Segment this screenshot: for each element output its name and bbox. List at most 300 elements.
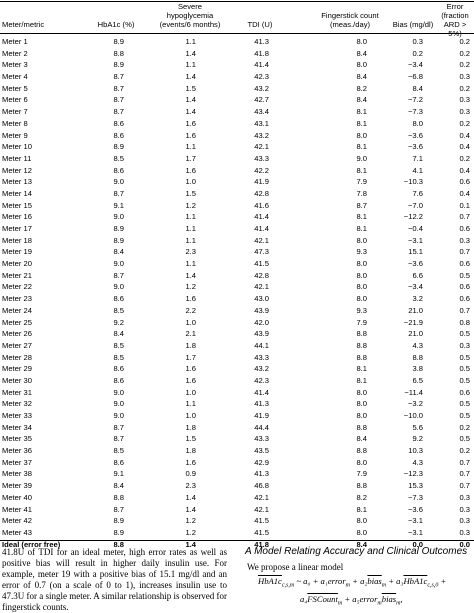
table-row <box>0 433 474 445</box>
cell-meter: Meter 20 <box>2 259 32 269</box>
eq-fscount: FSCount <box>307 594 338 604</box>
cell-meter: Meter 39 <box>2 481 32 491</box>
cell-hba1c: 9.0 <box>113 411 124 420</box>
cell-tdi: 43.2 <box>254 83 269 93</box>
cell-meter: Ideal (error free) <box>2 539 61 549</box>
cell-bias: 4.3 <box>412 457 423 467</box>
cell-fsc: 8.1 <box>356 375 367 385</box>
cell-meter: Meter 40 <box>2 492 32 502</box>
cell-hba1c: 8.7 <box>113 72 124 82</box>
cell-tdi: 43.3 <box>254 352 269 362</box>
cell-meter: Meter 38 <box>2 469 32 479</box>
cell-bias: 21.0 <box>408 305 423 315</box>
cell-bias: −7.2 <box>408 95 423 105</box>
cell-tdi: 43.5 <box>254 446 269 456</box>
cell-meter: Meter 37 <box>2 457 32 467</box>
cell-meter: Meter 6 <box>2 95 28 105</box>
cell-tdi: 42.0 <box>254 317 269 327</box>
header-bias: Bias (mg/dl) <box>392 20 434 29</box>
cell-bias: 7.1 <box>412 153 423 163</box>
cell-meter: Meter 36 <box>2 446 32 456</box>
header-err-line3: ARD > 5%) <box>443 20 467 38</box>
cell-bias: −7.3 <box>408 492 423 502</box>
cell-hypo: 1.1 <box>185 224 196 233</box>
cell-error: 0.5 <box>459 364 470 374</box>
cell-tdi: 42.1 <box>254 142 269 152</box>
cell-fsc: 8.1 <box>356 224 367 233</box>
cell-fsc: 8.8 <box>356 422 367 432</box>
cell-hba1c: 8.9 <box>113 516 124 526</box>
cell-hba1c: 9.0 <box>113 212 124 222</box>
cell-hba1c: 8.5 <box>113 153 124 163</box>
cell-error: 0.6 <box>459 294 470 304</box>
cell-bias: −3.6 <box>408 142 423 152</box>
cell-error: 0.8 <box>459 317 470 327</box>
cell-hba1c: 8.6 <box>113 457 124 467</box>
cell-meter: Meter 11 <box>2 153 32 163</box>
cell-tdi: 41.5 <box>254 259 269 269</box>
cell-hba1c: 8.7 <box>113 422 124 432</box>
cell-error: 0.4 <box>459 188 470 198</box>
cell-error: 0.4 <box>459 165 470 175</box>
equation-line-2: a₄FSCount$_m$ + a₅error$_m$bias$_m$, <box>300 594 403 607</box>
cell-bias: 8.8 <box>412 352 423 362</box>
cell-fsc: 8.0 <box>356 60 367 70</box>
cell-error: 0.2 <box>459 83 470 93</box>
cell-bias: 0.3 <box>412 37 423 46</box>
table-row <box>0 504 474 516</box>
cell-hba1c: 8.7 <box>113 504 124 514</box>
header-tdi: TDI (U) <box>247 20 273 29</box>
cell-fsc: 7.9 <box>356 469 367 479</box>
cell-tdi: 42.1 <box>254 235 269 245</box>
cell-meter: Meter 19 <box>2 247 32 257</box>
cell-fsc: 8.1 <box>356 364 367 374</box>
table-top-rule <box>0 1 474 2</box>
table-row <box>0 258 474 270</box>
cell-hypo: 1.2 <box>185 200 196 210</box>
cell-hba1c: 8.9 <box>113 527 124 537</box>
cell-meter: Meter 28 <box>2 352 32 362</box>
cell-fsc: 8.0 <box>356 411 367 420</box>
cell-error: 0.6 <box>459 259 470 269</box>
cell-bias: −6.8 <box>408 72 423 82</box>
cell-error: 0.3 <box>459 516 470 526</box>
cell-fsc: 8.0 <box>356 37 367 46</box>
cell-tdi: 42.1 <box>254 492 269 502</box>
eq-bias: bias <box>367 576 382 586</box>
cell-hypo: 1.0 <box>185 177 196 187</box>
cell-error: 0.5 <box>459 411 470 420</box>
table-row <box>0 281 474 293</box>
cell-hba1c: 8.4 <box>113 481 124 491</box>
cell-meter: Meter 21 <box>2 270 32 280</box>
cell-tdi: 43.9 <box>254 329 269 339</box>
table-row <box>0 270 474 282</box>
cell-fsc: 8.1 <box>356 107 367 117</box>
cell-hypo: 2.3 <box>185 481 196 491</box>
cell-meter: Meter 1 <box>2 37 28 46</box>
cell-hypo: 1.4 <box>185 107 196 117</box>
cell-bias: −3.6 <box>408 259 423 269</box>
cell-error: 0.6 <box>459 177 470 187</box>
cell-error: 0.5 <box>459 352 470 362</box>
cell-bias: −3.4 <box>408 60 423 70</box>
cell-error: 0.6 <box>459 387 470 397</box>
cell-hypo: 1.1 <box>185 235 196 245</box>
cell-error: 0.3 <box>459 504 470 514</box>
cell-error: 0.7 <box>459 212 470 222</box>
cell-meter: Meter 42 <box>2 516 32 526</box>
cell-hypo: 1.6 <box>185 130 196 140</box>
cell-bias: −12.3 <box>403 469 423 479</box>
cell-bias: 7.6 <box>412 188 423 198</box>
cell-fsc: 7.9 <box>356 177 367 187</box>
cell-tdi: 41.9 <box>254 411 269 420</box>
table-row <box>0 305 474 317</box>
cell-tdi: 43.3 <box>254 434 269 444</box>
cell-hba1c: 8.7 <box>113 188 124 198</box>
table-row <box>0 398 474 410</box>
table-row <box>0 118 474 130</box>
cell-tdi: 44.4 <box>254 422 269 432</box>
table-row <box>0 480 474 492</box>
cell-fsc: 8.2 <box>356 83 367 93</box>
table-row <box>0 422 474 434</box>
table-row <box>0 317 474 329</box>
cell-hba1c: 8.9 <box>113 37 124 46</box>
cell-tdi: 43.0 <box>254 294 269 304</box>
cell-tdi: 43.2 <box>254 130 269 140</box>
header-hypo-line1: Severe <box>177 2 203 11</box>
cell-bias: −7.0 <box>408 200 423 210</box>
cell-tdi: 44.1 <box>254 340 269 350</box>
cell-hba1c: 8.6 <box>113 118 124 128</box>
cell-hypo: 1.5 <box>185 83 196 93</box>
cell-fsc: 7.8 <box>356 188 367 198</box>
table-row <box>0 328 474 340</box>
cell-hypo: 1.2 <box>185 282 196 292</box>
cell-hypo: 1.6 <box>185 457 196 467</box>
section-heading: A Model Relating Accuracy and Clinical Outcomes <box>245 546 468 557</box>
cell-fsc: 8.4 <box>356 539 367 549</box>
table-row <box>0 153 474 165</box>
cell-meter: Meter 26 <box>2 329 32 339</box>
cell-fsc: 8.2 <box>356 492 367 502</box>
cell-tdi: 41.5 <box>254 516 269 526</box>
cell-fsc: 8.4 <box>356 48 367 58</box>
cell-hba1c: 8.7 <box>113 83 124 93</box>
cell-hypo: 1.4 <box>185 492 196 502</box>
cell-error: 0.3 <box>459 107 470 117</box>
cell-hba1c: 8.4 <box>113 329 124 339</box>
cell-hypo: 1.4 <box>185 95 196 105</box>
cell-bias: 0.0 <box>412 539 423 549</box>
cell-bias: 5.6 <box>412 422 423 432</box>
cell-tdi: 41.4 <box>254 224 269 233</box>
cell-meter: Meter 18 <box>2 235 32 245</box>
cell-hypo: 1.4 <box>185 48 196 58</box>
cell-fsc: 8.8 <box>356 446 367 456</box>
cell-error: 0.2 <box>459 422 470 432</box>
cell-error: 0.7 <box>459 469 470 479</box>
cell-tdi: 46.8 <box>254 481 269 491</box>
cell-bias: 6.5 <box>412 375 423 385</box>
cell-hypo: 1.6 <box>185 294 196 304</box>
cell-hba1c: 8.9 <box>113 60 124 70</box>
eq-sub-m3: m <box>337 600 343 607</box>
cell-error: 0.2 <box>459 48 470 58</box>
cell-error: 0.2 <box>459 118 470 128</box>
eq-lhs-sub: c,s,m <box>281 582 295 589</box>
table-row <box>0 94 474 106</box>
cell-hba1c: 9.0 <box>113 387 124 397</box>
cell-fsc: 8.0 <box>356 457 367 467</box>
cell-fsc: 8.1 <box>356 504 367 514</box>
cell-tdi: 41.8 <box>254 539 269 549</box>
cell-bias: 9.2 <box>412 434 423 444</box>
table-row <box>0 375 474 387</box>
cell-meter: Meter 31 <box>2 387 32 397</box>
cell-fsc: 8.0 <box>356 399 367 409</box>
cell-hba1c: 8.5 <box>113 340 124 350</box>
eq-bias2: bias <box>381 594 397 604</box>
table-row <box>0 445 474 457</box>
cell-bias: −3.1 <box>408 516 423 526</box>
cell-tdi: 41.8 <box>254 48 269 58</box>
cell-fsc: 8.1 <box>356 142 367 152</box>
table-row <box>0 246 474 258</box>
cell-meter: Meter 34 <box>2 422 32 432</box>
cell-error: 0.7 <box>459 481 470 491</box>
table-row <box>0 71 474 83</box>
cell-tdi: 41.3 <box>254 469 269 479</box>
cell-hba1c: 8.9 <box>113 142 124 152</box>
table-row <box>0 387 474 399</box>
cell-meter: Meter 24 <box>2 305 32 315</box>
cell-hypo: 1.1 <box>185 142 196 152</box>
cell-tdi: 41.3 <box>254 37 269 46</box>
section-intro: We propose a linear model <box>247 562 344 572</box>
cell-error: 0.3 <box>459 340 470 350</box>
equation-line-1: $HbA1c_{c,s,m}$ ~ a₀ + a₁error$_m$ + a₂bias$_m$ + $a_3HbA1c_{c,s,0}$ + <box>258 576 447 589</box>
cell-hypo: 1.1 <box>185 212 196 222</box>
cell-meter: Meter 22 <box>2 282 32 292</box>
cell-meter: Meter 32 <box>2 399 32 409</box>
cell-tdi: 42.3 <box>254 72 269 82</box>
cell-hypo: 1.7 <box>185 153 196 163</box>
cell-bias: −0.4 <box>408 224 423 233</box>
cell-hypo: 1.8 <box>185 422 196 432</box>
cell-tdi: 42.7 <box>254 95 269 105</box>
cell-hba1c: 8.6 <box>113 364 124 374</box>
cell-fsc: 8.0 <box>356 235 367 245</box>
cell-hypo: 1.4 <box>185 504 196 514</box>
cell-meter: Meter 4 <box>2 72 28 82</box>
cell-fsc: 8.0 <box>356 270 367 280</box>
cell-bias: 10.3 <box>408 446 423 456</box>
cell-error: 0.3 <box>459 527 470 537</box>
cell-tdi: 41.6 <box>254 200 269 210</box>
cell-fsc: 9.3 <box>356 305 367 315</box>
table-row <box>0 410 474 422</box>
cell-tdi: 42.1 <box>254 504 269 514</box>
table-row <box>0 48 474 60</box>
cell-error: 0.1 <box>459 200 470 210</box>
table-row <box>0 106 474 118</box>
header-hypo-line3: (events/6 months) <box>159 20 221 29</box>
table-row <box>0 235 474 247</box>
header-hypo <box>150 2 230 29</box>
cell-hba1c: 8.6 <box>113 294 124 304</box>
cell-meter: Meter 15 <box>2 200 32 210</box>
cell-fsc: 8.0 <box>356 387 367 397</box>
cell-hba1c: 9.1 <box>113 469 124 479</box>
cell-fsc: 8.0 <box>356 259 367 269</box>
cell-tdi: 43.1 <box>254 118 269 128</box>
cell-bias: 4.3 <box>412 340 423 350</box>
cell-fsc: 8.4 <box>356 434 367 444</box>
body-paragraph-text: 41.8U of TDI for an ideal meter, high error rates as well as positive bias will result in higher daily insulin use. For example, meter 19 with a positive bias of 15.1 mg/dl and an error of 0.7 (on a scale of 0 to 1), increases insulin use to 47.3U for a single meter. A similar relationship is observed for fingerstick counts. <box>2 547 227 612</box>
cell-hypo: 1.6 <box>185 165 196 175</box>
cell-fsc: 8.1 <box>356 212 367 222</box>
cell-hba1c: 8.6 <box>113 130 124 140</box>
table-row <box>0 223 474 235</box>
table-row <box>0 176 474 188</box>
cell-error: 0.5 <box>459 329 470 339</box>
cell-bias: 15.1 <box>408 247 423 257</box>
cell-error: 0.3 <box>459 235 470 245</box>
table-row <box>0 468 474 480</box>
cell-error: 0.5 <box>459 270 470 280</box>
cell-fsc: 8.8 <box>356 340 367 350</box>
table-row <box>0 340 474 352</box>
cell-hypo: 1.8 <box>185 446 196 456</box>
cell-bias: 8.0 <box>412 118 423 128</box>
table-body <box>0 36 474 550</box>
cell-fsc: 8.1 <box>356 165 367 175</box>
cell-bias: 0.2 <box>412 48 423 58</box>
cell-tdi: 47.3 <box>254 247 269 257</box>
table-row <box>0 59 474 71</box>
cell-bias: −10.0 <box>403 411 423 420</box>
cell-hba1c: 8.9 <box>113 224 124 233</box>
cell-meter: Meter 10 <box>2 142 32 152</box>
cell-error: 0.6 <box>459 224 470 233</box>
cell-tdi: 43.9 <box>254 305 269 315</box>
cell-tdi: 41.4 <box>254 387 269 397</box>
cell-fsc: 8.8 <box>356 481 367 491</box>
table-row <box>0 457 474 469</box>
cell-bias: −3.6 <box>408 504 423 514</box>
cell-hypo: 1.5 <box>185 188 196 198</box>
cell-bias: −21.9 <box>403 317 423 327</box>
cell-meter: Meter 25 <box>2 317 32 327</box>
cell-tdi: 41.5 <box>254 527 269 537</box>
cell-meter: Meter 33 <box>2 411 32 420</box>
cell-hba1c: 9.0 <box>113 282 124 292</box>
cell-fsc: 8.0 <box>356 527 367 537</box>
cell-error: 0.3 <box>459 95 470 105</box>
header-fsc-line2: (meas./day) <box>329 20 371 29</box>
eq-line2-start: a₄ <box>300 594 308 604</box>
cell-error: 0.7 <box>459 305 470 315</box>
table-row <box>0 515 474 527</box>
cell-error: 0.6 <box>459 282 470 292</box>
cell-hypo: 1.1 <box>185 37 196 46</box>
cell-hypo: 1.7 <box>185 352 196 362</box>
table-row <box>0 363 474 375</box>
eq-sub-m1: m <box>345 582 351 589</box>
cell-hba1c: 8.8 <box>113 48 124 58</box>
cell-hba1c: 8.9 <box>113 235 124 245</box>
cell-meter: Meter 41 <box>2 504 32 514</box>
cell-error: 0.5 <box>459 399 470 409</box>
cell-error: 0.4 <box>459 142 470 152</box>
cell-bias: 3.2 <box>412 294 423 304</box>
cell-meter: Meter 27 <box>2 340 32 350</box>
table-row <box>0 188 474 200</box>
table-row <box>0 200 474 212</box>
cell-hba1c: 8.8 <box>113 539 124 549</box>
cell-bias: 15.3 <box>408 481 423 491</box>
header-fsc <box>305 11 395 29</box>
cell-meter: Meter 23 <box>2 294 32 304</box>
cell-hypo: 1.2 <box>185 516 196 526</box>
cell-hypo: 1.5 <box>185 434 196 444</box>
cell-hba1c: 8.7 <box>113 107 124 117</box>
cell-fsc: 8.7 <box>356 200 367 210</box>
cell-hba1c: 9.0 <box>113 177 124 187</box>
cell-meter: Meter 14 <box>2 188 32 198</box>
cell-fsc: 8.0 <box>356 130 367 140</box>
cell-tdi: 41.9 <box>254 177 269 187</box>
cell-tdi: 41.3 <box>254 399 269 409</box>
cell-hypo: 1.0 <box>185 411 196 420</box>
cell-meter: Meter 3 <box>2 60 28 70</box>
cell-tdi: 42.8 <box>254 188 269 198</box>
cell-meter: Meter 16 <box>2 212 32 222</box>
cell-hba1c: 8.6 <box>113 375 124 385</box>
cell-bias: −3.4 <box>408 282 423 292</box>
cell-tdi: 41.4 <box>254 60 269 70</box>
table-row <box>0 352 474 364</box>
cell-hba1c: 9.2 <box>113 317 124 327</box>
cell-error: 0.0 <box>459 539 470 549</box>
cell-fsc: 8.1 <box>356 118 367 128</box>
cell-hypo: 1.1 <box>185 259 196 269</box>
cell-hba1c: 8.5 <box>113 446 124 456</box>
cell-fsc: 8.8 <box>356 352 367 362</box>
cell-bias: −10.3 <box>403 177 423 187</box>
cell-error: 0.7 <box>459 457 470 467</box>
cell-bias: 8.4 <box>412 83 423 93</box>
cell-fsc: 8.8 <box>356 329 367 339</box>
cell-fsc: 9.3 <box>356 247 367 257</box>
table-row <box>0 492 474 504</box>
cell-hypo: 1.6 <box>185 375 196 385</box>
cell-meter: Meter 17 <box>2 224 32 233</box>
table-row <box>0 83 474 95</box>
table-bottom-rule <box>0 540 474 541</box>
header-metric: Meter/metric <box>2 20 45 29</box>
cell-bias: −3.6 <box>408 130 423 140</box>
table-row <box>0 130 474 142</box>
cell-meter: Meter 5 <box>2 83 28 93</box>
cell-meter: Meter 8 <box>2 118 28 128</box>
eq-lhs: HbA1c <box>258 576 282 586</box>
cell-hba1c: 9.1 <box>113 200 124 210</box>
